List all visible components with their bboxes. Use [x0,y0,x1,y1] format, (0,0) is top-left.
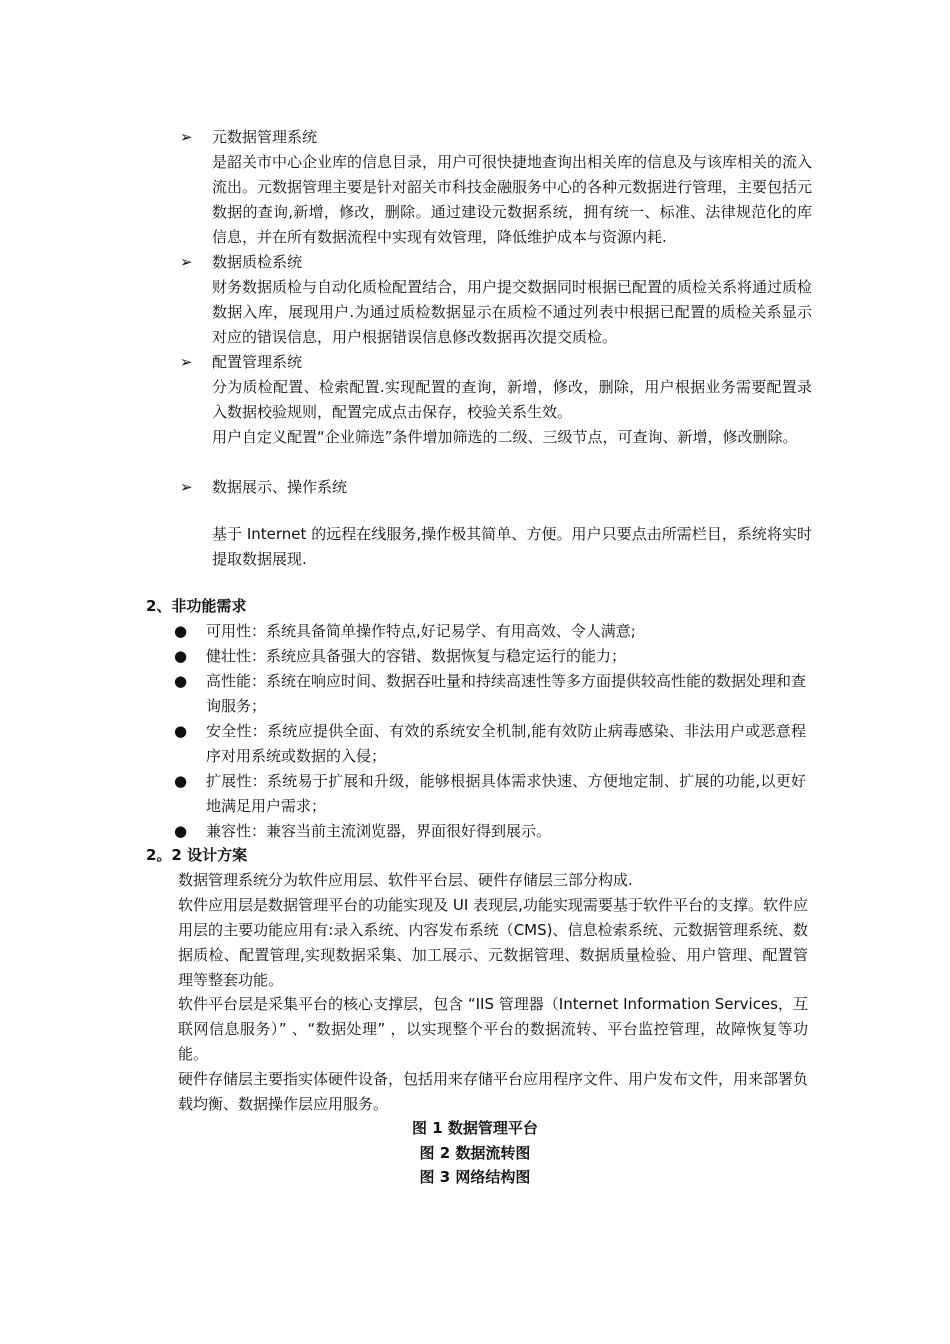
arrow-bullet-icon: ➢ [180,253,193,271]
paragraph: 软件应用层是数据管理平台的功能实现及 UI 表现层,功能实现需要基于软件平台的支撑。软件应用层的主要功能应用有:录入系统、内容发布系统（CMS)、信息检索系统、元数据管理系统、数据质检、配置管理,实现数据采集、加工展示、元数据管理、数据质量检验、用户管理、配置管理等整套功能。 [178,896,808,989]
figure-caption: 图 3 网络结构图 [419,1168,531,1186]
bullet-item: 扩展性：系统易于扩展和升级，能够根据具体需求快速、方便地定制、扩展的功能,以更好地满足用户需求； [206,772,806,815]
item-body: 分为质检配置、检索配置.实现配置的查询，新增，修改，删除，用户根据业务需要配置录入数据校验规则，配置完成点击保存，校验关系生效。 [212,378,812,421]
section-heading: 2、非功能需求 [146,597,247,615]
bullet-item: 健壮性：系统应具备强大的容错、数据恢复与稳定运行的能力； [206,647,627,665]
bullet-item: 兼容性：兼容当前主流浏览器，界面很好得到展示。 [206,822,552,840]
item-body: 财务数据质检与自动化质检配置结合，用户提交数据同时根据已配置的质检关系将通过质检数据入库，展现用户.为通过质检数据显示在质检不通过列表中根据已配置的质检关系显示对应的错误信息，用户根据错误信息修改数据再次提交质检。 [212,278,813,346]
paragraph: 硬件存储层主要指实体硬件设备，包括用来存储平台应用程序文件、用户发布文件，用来部署负载均衡、数据操作层应用服务。 [178,1070,809,1113]
arrow-bullet-icon: ➢ [180,353,193,371]
item-body: 基于 Internet 的远程在线服务,操作极其简单、方便。用户只要点击所需栏目，系统将实时提取数据展现. [212,525,812,568]
item-title: 数据质检系统 [212,253,303,271]
bullet-item: 高性能：系统在响应时间、数据吞吐量和持续高速性等多方面提供较高性能的数据处理和查询服务； [206,672,807,715]
section-heading: 2。2 设计方案 [146,846,248,864]
item-title: 数据展示、操作系统 [212,478,348,496]
paragraph: 软件平台层是采集平台的核心支撑层，包含 “IIS 管理器（Internet Information Services，互联网信息服务）” 、“数据处理” ，以实现整个平台的数据流转、平台监控管理，故障恢复等功能。 [178,995,808,1063]
figure-caption: 图 1 数据管理平台 [412,1119,538,1137]
item-title: 元数据管理系统 [212,128,318,146]
paragraph: 数据管理系统分为软件应用层、软件平台层、硬件存储层三部分构成. [178,871,633,889]
bullet-icon: ● [174,622,188,640]
item-body-continued: 用户自定义配置“企业筛选”条件增加筛选的二级、三级节点，可查询、新增，修改删除。 [212,428,798,446]
figure-caption: 图 2 数据流转图 [419,1144,531,1162]
arrow-bullet-icon: ➢ [180,128,193,146]
item-body: 是韶关市中心企业库的信息目录，用户可很快捷地查询出相关库的信息及与该库相关的流入流出。元数据管理主要是针对韶关市科技金融服务中心的各种元数据进行管理，主要包括元数据的查询,新增，修改，删除。通过建设元数据系统，拥有统一、标准、法律规范化的库信息，并在所有数据流程中实现有效管理，降低维护成本与资源内耗. [212,153,813,246]
arrow-bullet-icon: ➢ [180,478,193,496]
bullet-item: 安全性：系统应提供全面、有效的系统安全机制,能有效防止病毒感染、非法用户或恶意程序对用系统或数据的入侵； [206,722,806,765]
bullet-icon: ● [174,672,188,690]
item-title: 配置管理系统 [212,353,303,371]
bullet-icon: ● [174,772,188,790]
bullet-icon: ● [174,822,188,840]
bullet-icon: ● [174,722,188,740]
bullet-icon: ● [174,647,188,665]
bullet-item: 可用性：系统具备简单操作特点,好记易学、有用高效、令人满意; [206,622,636,640]
